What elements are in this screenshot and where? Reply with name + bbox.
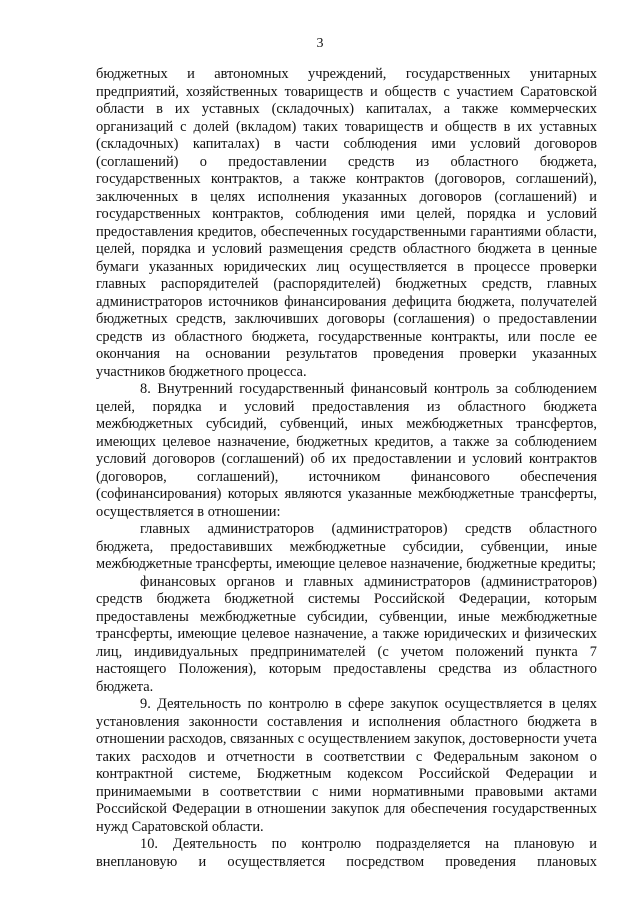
paragraph-financial-bodies: финансовых органов и главных администраторов (администраторов) средств бюджета бюджетной системы Российской Федерации, которым предоставлены межбюджетные субсидии, субвенции, иные межбюджетные трансферты, имеющие целевое назначение, а также юридических и физических лиц, индивидуальных предпринимателей (с учетом положений пункта 7 настоящего Положения), которым предоставлены средства из областного бюджета. xyxy=(96,573,597,695)
page-number: 3 xyxy=(316,36,324,51)
document-body xyxy=(96,66,597,871)
paragraph-item-8: 8. Внутренний государственный финансовый контроль за соблюдением целей, порядка и условий предоставления из областного бюджета межбюджетных субсидий, субвенций, иных межбюджетных трансфертов, имеющих целевое назначение, бюджетных кредитов, а также за соблюдением условий договоров (соглашений) об их предоставлении и условий контрактов (договоров, соглашений), источником финансового обеспечения (софинансирования) которых являются указанные межбюджетные трансферты, осуществляется в отношении: xyxy=(96,381,597,520)
paragraph-chief-administrators: главных администраторов (администраторов) средств областного бюджета, предоставивших межбюджетные субсидии, субвенции, иные межбюджетные трансферты, имеющие целевое назначение, бюджетные кредиты; xyxy=(96,521,597,572)
paragraph-continuation: бюджетных и автономных учреждений, государственных унитарных предприятий, хозяйственных товариществ и обществ с участием Саратовской области в их уставных (складочных) капиталах, а также коммерческих организаций с долей (вкладом) таких товариществ и обществ в их уставных (складочных) капиталах) в части соблюдения ими условий договоров (соглашений) о предоставлении средств из областного бюджета, государственных контрактов, а также контрактов (договоров, соглашений), заключенных в целях исполнения указанных договоров (соглашений) и государственных контрактов, соблюдения ими целей, порядка и условий предоставления кредитов, обеспеченных государственными гарантиями области, целей, порядка и условий размещения средств областного бюджета в ценные бумаги указанных юридических лиц осуществляется в процессе проверки главных распорядителей (распорядителей) бюджетных средств, главных администраторов источников финансирования дефицита бюджета, получателей бюджетных средств, заключивших договоры (соглашения) о предоставлении средств из областного бюджета, государственные контракты, или после ее окончания на основании результатов проведения проверки указанных участников бюджетного процесса. xyxy=(96,66,597,380)
paragraph-item-10: 10. Деятельность по контролю подразделяется на плановую и внеплановую и осуществляется посредством проведения плановых xyxy=(96,836,597,870)
paragraph-item-9: 9. Деятельность по контролю в сфере закупок осуществляется в целях установления законности составления и исполнения областного бюджета в отношении расходов, связанных с осуществлением закупок, достоверности учета таких расходов и отчетности в соответствии с Федеральным законом о контрактной системе, Бюджетным кодексом Российской Федерации и принимаемыми в соответствии с ними нормативными правовыми актами Российской Федерации в отношении закупок для обеспечения государственных нужд Саратовской области. xyxy=(96,696,597,835)
